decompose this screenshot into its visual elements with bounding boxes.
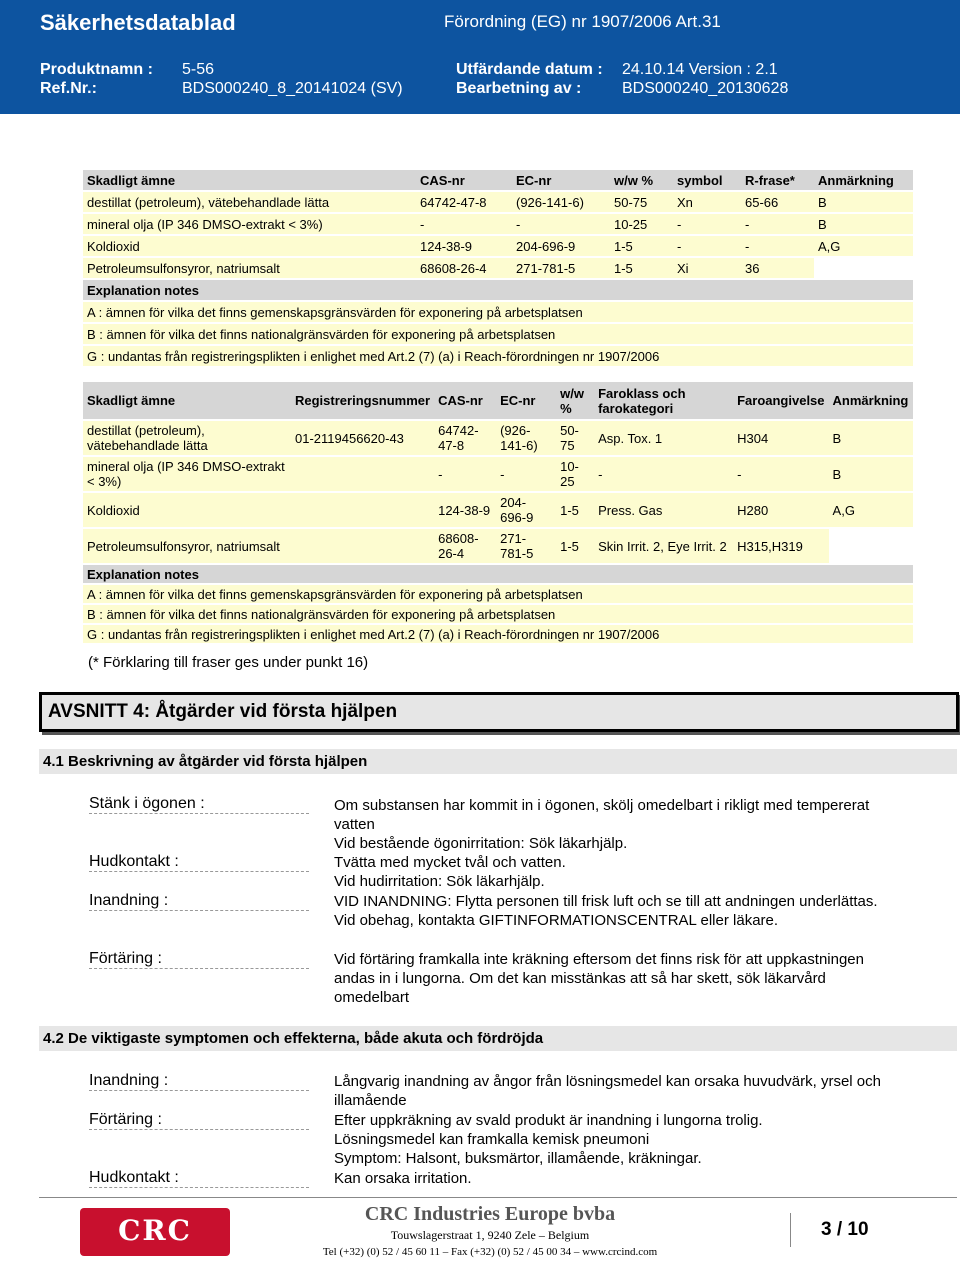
first-aid-text-ingestion: Vid förtäring framkalla inte kräkning eftersom det finns risk för att uppkastningen andas in i lungorna. Om det kan misstänkas att så har skett, sök läkarvård omedelbart	[334, 951, 864, 1006]
explanation-note: B : ämnen för vilka det finns nationalgränsvärden för exponering på arbetsplatsen	[83, 604, 913, 624]
table-cell: -	[741, 213, 814, 235]
table-cell: 50-75	[556, 420, 594, 456]
table-cell: 50-75	[610, 191, 673, 213]
column-header: CAS-nr	[434, 382, 496, 420]
table-cell: Xn	[673, 191, 741, 213]
symptoms-label-skin: Hudkontakt :	[89, 1169, 309, 1188]
company-address: Touwslagerstraat 1, 9240 Zele – Belgium	[390, 1228, 590, 1242]
column-header: Anmärkning	[814, 170, 913, 191]
column-header: Faroklass och farokategori	[594, 382, 733, 420]
table-cell: B	[829, 456, 913, 492]
explanation-notes-title: Explanation notes	[83, 564, 913, 584]
table-cell: mineral olja (IP 346 DMSO-extrakt < 3%)	[83, 213, 416, 235]
notes-title-row	[83, 564, 913, 584]
table-cell: -	[496, 456, 556, 492]
document-title: Säkerhetsdatablad	[40, 10, 236, 35]
table-cell: Koldioxid	[83, 492, 291, 528]
table-cell: H304	[733, 420, 828, 456]
table-cell: (926-141-6)	[496, 420, 556, 456]
subsection-4-1-title: 4.1 Beskrivning av åtgärder vid första hjälpen	[43, 753, 368, 770]
subsection-4-2	[39, 1026, 957, 1051]
first-aid-label-ingestion: Förtäring :	[89, 950, 309, 969]
product-name-value: 5-56	[182, 61, 215, 78]
explanation-note: G : undantas från registreringsplikten i enlighet med Art.2 (7) (a) i Reach-förordningen nr 1907/2006	[83, 624, 913, 644]
note-row	[83, 323, 913, 345]
column-header: EC-nr	[512, 170, 610, 191]
symptoms-label-inhalation: Inandning :	[89, 1072, 309, 1091]
first-aid-label-eyes: Stänk i ögonen :	[89, 795, 309, 814]
symptoms-text-skin: Kan orsaka irritation.	[334, 1170, 472, 1187]
table-cell: 64742-47-8	[434, 420, 496, 456]
first-aid-text-skin: Tvätta med mycket tvål och vatten. Vid hudirritation: Sök läkarhjälp.	[334, 854, 566, 890]
table-cell: -	[733, 456, 828, 492]
column-header: EC-nr	[496, 382, 556, 420]
subsection-4-1	[39, 749, 957, 774]
table-cell: 64742-47-8	[416, 191, 512, 213]
table-cell: Skin Irrit. 2, Eye Irrit. 2	[594, 528, 733, 564]
issue-date-label: Utfärdande datum :	[456, 61, 603, 78]
column-header: symbol	[673, 170, 741, 191]
notes-title-row	[83, 279, 913, 301]
table-header-row	[83, 382, 913, 420]
column-header: Skadligt ämne	[83, 170, 416, 191]
table-cell: -	[434, 456, 496, 492]
table-cell: Press. Gas	[594, 492, 733, 528]
first-aid-label-skin: Hudkontakt :	[89, 853, 309, 872]
table-cell: A,G	[814, 235, 913, 257]
table-cell: 1-5	[610, 235, 673, 257]
table-row	[83, 420, 913, 456]
column-header: R-frase*	[741, 170, 814, 191]
table-cell: 1-5	[556, 492, 594, 528]
subsection-4-2-title: 4.2 De viktigaste symptomen och effekterna, både akuta och fördröjda	[43, 1030, 544, 1047]
issue-date-value: 24.10.14 Version : 2.1	[622, 61, 778, 78]
table-cell: Asp. Tox. 1	[594, 420, 733, 456]
first-aid-text-inhalation: VID INANDNING: Flytta personen till frisk luft och se till att andningen underlättas. Vid obehag, kontakta GIFTINFORMATIONSCENTRAL eller läkare.	[334, 893, 878, 929]
table-cell: 36	[741, 257, 814, 279]
table-cell: A,G	[829, 492, 913, 528]
table-cell	[291, 456, 434, 492]
table-cell: -	[512, 213, 610, 235]
first-aid-text-eyes: Om substansen har kommit in i ögonen, skölj omedelbart i rikligt med tempererat vatten Vid bestående ögonirritation: Sök läkarhjälp.	[334, 797, 870, 852]
table-cell: 204-696-9	[512, 235, 610, 257]
crc-logo: CRC	[80, 1208, 230, 1256]
table-cell: (926-141-6)	[512, 191, 610, 213]
table-cell: Petroleumsulfonsyror, natriumsalt	[83, 528, 291, 564]
table-cell: H315,H319	[733, 528, 828, 564]
table-cell	[829, 528, 913, 564]
first-aid-label-inhalation: Inandning :	[89, 892, 309, 911]
explanation-note: A : ämnen för vilka det finns gemenskapsgränsvärden för exponering på arbetsplatsen	[83, 301, 913, 323]
explanation-notes-title: Explanation notes	[83, 279, 913, 301]
table-cell: 271-781-5	[496, 528, 556, 564]
table-cell: B	[814, 213, 913, 235]
table-cell	[291, 492, 434, 528]
table-cell: 124-38-9	[434, 492, 496, 528]
table-row	[83, 456, 913, 492]
table-row	[83, 213, 913, 235]
table-cell: -	[416, 213, 512, 235]
table-cell: -	[741, 235, 814, 257]
table-cell: 1-5	[610, 257, 673, 279]
symptoms-text-inhalation: Långvarig inandning av ångor från lösningsmedel kan orsaka huvudvärk, yrsel och illamående	[334, 1073, 881, 1109]
table-row	[83, 528, 913, 564]
table-cell: Petroleumsulfonsyror, natriumsalt	[83, 257, 416, 279]
explanation-note: A : ämnen för vilka det finns gemenskapsgränsvärden för exponering på arbetsplatsen	[83, 584, 913, 604]
table-row	[83, 492, 913, 528]
table-cell: destillat (petroleum), vätebehandlade lätta	[83, 420, 291, 456]
table-cell	[291, 528, 434, 564]
table-cell: B	[829, 420, 913, 456]
column-header: w/w %	[556, 382, 594, 420]
column-header: w/w %	[610, 170, 673, 191]
table-cell: mineral olja (IP 346 DMSO-extrakt < 3%)	[83, 456, 291, 492]
column-header: Skadligt ämne	[83, 382, 291, 420]
section-4-heading	[39, 692, 959, 732]
table-cell: -	[673, 213, 741, 235]
column-header: CAS-nr	[416, 170, 512, 191]
table-cell: 68608-26-4	[434, 528, 496, 564]
table-cell: 01-2119456620-43	[291, 420, 434, 456]
table-cell: 10-25	[610, 213, 673, 235]
hazardous-substances-table-2	[83, 382, 913, 645]
explanation-note: B : ämnen för vilka det finns nationalgränsvärden för exponering på arbetsplatsen	[83, 323, 913, 345]
symptoms-text-ingestion: Efter uppkräkning av svald produkt är inandning i lungorna trolig. Lösningsmedel kan framkalla kemisk pneumoni Symptom: Halsont, buksmärtor, illamående, kräkningar.	[334, 1112, 763, 1167]
note-row	[83, 584, 913, 604]
company-info	[280, 1203, 700, 1258]
page-number: 3 / 10	[790, 1213, 881, 1247]
note-row	[83, 624, 913, 644]
table-cell: 1-5	[556, 528, 594, 564]
regulation-reference: Förordning (EG) nr 1907/2006 Art.31	[444, 12, 721, 31]
table-cell: Koldioxid	[83, 235, 416, 257]
table-row	[83, 257, 913, 279]
document-header	[0, 0, 960, 114]
table-cell: H280	[733, 492, 828, 528]
note-row	[83, 604, 913, 624]
table-cell: B	[814, 191, 913, 213]
table-row	[83, 191, 913, 213]
table-cell: 68608-26-4	[416, 257, 512, 279]
explanation-note: G : undantas från registreringsplikten i enlighet med Art.2 (7) (a) i Reach-förordningen nr 1907/2006	[83, 345, 913, 367]
edited-by-label: Bearbetning av :	[456, 80, 582, 97]
column-header: Faroangivelse	[733, 382, 828, 420]
company-contact: Tel (+32) (0) 52 / 45 60 11 – Fax (+32) (0) 52 / 45 00 34 – www.crcind.com	[322, 1246, 658, 1258]
table-cell: 65-66	[741, 191, 814, 213]
ref-number-value: BDS000240_8_20141024 (SV)	[182, 80, 403, 97]
section-4-title: AVSNITT 4: Åtgärder vid första hjälpen	[48, 701, 398, 722]
table-cell: 124-38-9	[416, 235, 512, 257]
edited-by-value: BDS000240_20130628	[622, 80, 789, 97]
table-cell: -	[673, 235, 741, 257]
table-cell: Xi	[673, 257, 741, 279]
product-name-label: Produktnamn :	[40, 61, 153, 78]
table-row	[83, 235, 913, 257]
table-cell: 271-781-5	[512, 257, 610, 279]
table-header-row	[83, 170, 913, 191]
column-header: Registreringsnummer	[291, 382, 434, 420]
company-name: CRC Industries Europe bvba	[364, 1203, 616, 1225]
symptoms-label-ingestion: Förtäring :	[89, 1111, 309, 1130]
column-header: Anmärkning	[829, 382, 913, 420]
hazardous-substances-table-1	[83, 170, 913, 368]
phrases-footnote: (* Förklaring till fraser ges under punkt 16)	[88, 654, 369, 671]
table-cell	[814, 257, 913, 279]
note-row	[83, 345, 913, 367]
table-cell: 204-696-9	[496, 492, 556, 528]
ref-number-label: Ref.Nr.:	[40, 80, 97, 97]
table-cell: -	[594, 456, 733, 492]
note-row	[83, 301, 913, 323]
table-cell: destillat (petroleum), vätebehandlade lätta	[83, 191, 416, 213]
table-cell: 10-25	[556, 456, 594, 492]
